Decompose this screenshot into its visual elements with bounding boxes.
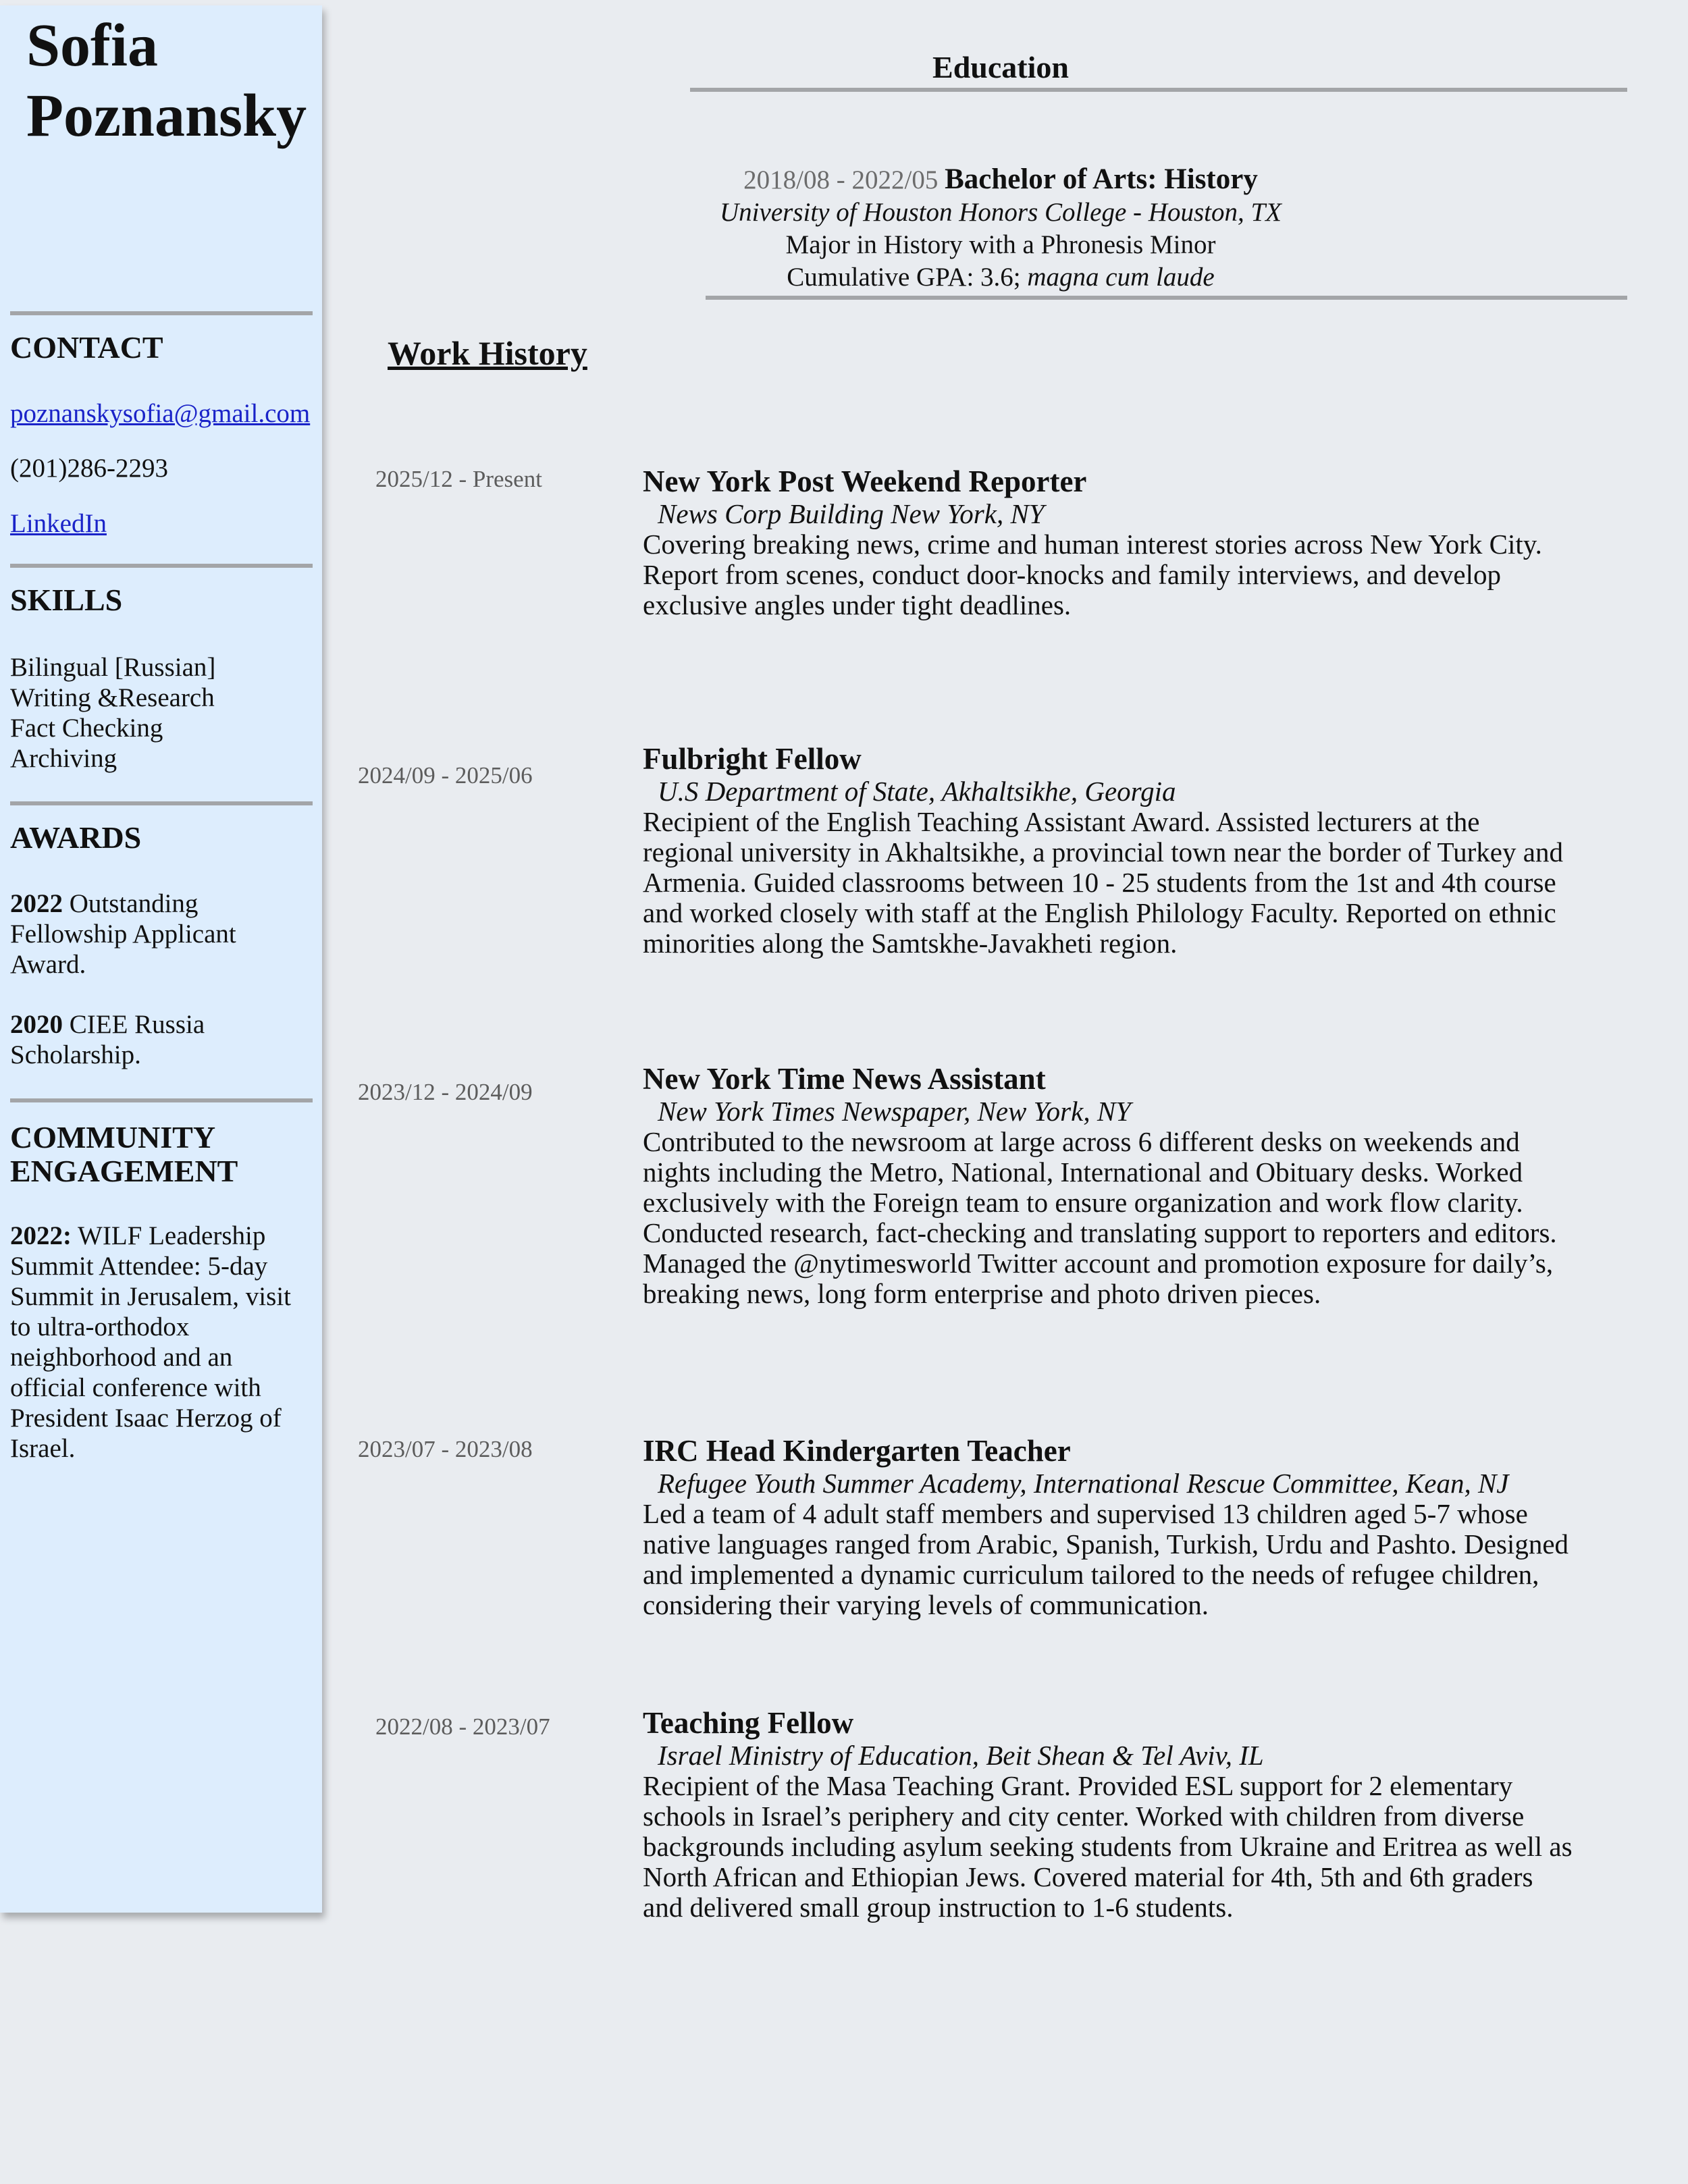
community-heading: COMMUNITY ENGAGEMENT	[10, 1120, 238, 1188]
education-entry	[690, 163, 1311, 294]
award-item	[10, 888, 314, 980]
job-dates: 2024/09 - 2025/06	[358, 762, 533, 789]
job-entry	[643, 1062, 1575, 1309]
job-dates: 2025/12 - Present	[375, 466, 542, 492]
awards-heading: AWARDS	[10, 820, 142, 855]
award-item	[10, 1009, 314, 1070]
skill-item: Archiving	[10, 744, 117, 773]
skill-item: Writing &Research	[10, 683, 215, 712]
community-item	[10, 1221, 314, 1464]
phone-number: (201)286-2293	[10, 454, 168, 483]
job-description: Covering breaking news, crime and human interest stories across New York City. Report from scenes, conduct door-knocks and family interviews, and develop exclusive angles under tight deadlines.	[643, 529, 1542, 620]
linkedin-link[interactable]	[10, 508, 314, 539]
gpa: Cumulative GPA: 3.6;	[787, 263, 1028, 292]
honors: magna cum laude	[1027, 263, 1215, 292]
gpa-line	[690, 261, 1311, 294]
job-organization: Refugee Youth Summer Academy, International Rescue Committee, Kean, NJ	[658, 1468, 1509, 1499]
skills-heading: SKILLS	[10, 583, 123, 617]
community-year: 2022:	[10, 1221, 72, 1250]
contact-heading: CONTACT	[10, 330, 163, 365]
skill-item: Fact Checking	[10, 714, 163, 743]
job-description: Recipient of the Masa Teaching Grant. Provided ESL support for 2 elementary schools in Israel’s periphery and city center. Worked with children from diverse backgrounds including asylum seeking students from Ukraine and Eritrea as well as North African and Ethiopian Jews. Covered material for 4th, 5th and 6th graders and delivered small group instruction to 1-6 students.	[643, 1770, 1573, 1923]
job-organization: Israel Ministry of Education, Beit Shean & Tel Aviv, IL	[658, 1740, 1264, 1771]
school: University of Houston Honors College - Houston, TX	[720, 198, 1282, 227]
divider	[10, 801, 313, 805]
work-history-heading: Work History	[388, 334, 587, 372]
job-title: Fulbright Fellow	[643, 742, 862, 776]
job-title: IRC Head Kindergarten Teacher	[643, 1434, 1071, 1468]
candidate-name	[26, 11, 307, 151]
sidebar	[0, 5, 322, 1913]
major: Major in History with a Phronesis Minor	[785, 230, 1216, 259]
job-organization: News Corp Building New York, NY	[658, 498, 1045, 529]
skill-item: Bilingual [Russian]	[10, 653, 216, 682]
skills-list	[10, 652, 314, 774]
job-entry	[643, 464, 1575, 620]
education-top-rule	[690, 88, 1627, 92]
job-title: New York Post Weekend Reporter	[643, 464, 1087, 498]
job-dates: 2023/07 - 2023/08	[358, 1436, 533, 1462]
education-heading: Education	[932, 50, 1069, 84]
job-title: Teaching Fellow	[643, 1706, 854, 1740]
award-year: 2020	[10, 1010, 63, 1039]
education-bottom-rule	[706, 296, 1627, 300]
community-text: WILF Leadership Summit Attendee: 5-day Summit in Jerusalem, visit to ultra-orthodox neighborhood and an official conference with President Isaac Herzog of Israel.	[10, 1221, 291, 1463]
job-entry	[643, 1706, 1575, 1923]
first-name: Sofia	[26, 12, 159, 79]
degree: Bachelor of Arts: History	[945, 163, 1258, 195]
award-text: CIEE Russia Scholarship.	[10, 1010, 205, 1069]
job-entry	[643, 1434, 1575, 1620]
job-title: New York Time News Assistant	[643, 1062, 1046, 1096]
linkedin-link-text[interactable]: LinkedIn	[10, 509, 107, 538]
divider	[10, 564, 313, 568]
job-dates: 2022/08 - 2023/07	[375, 1713, 550, 1740]
job-dates: 2023/12 - 2024/09	[358, 1079, 533, 1105]
divider	[10, 311, 313, 315]
job-description: Led a team of 4 adult staff members and supervised 13 children aged 5-7 whose native languages ranged from Arabic, Spanish, Turkish, Urdu and Pashto. Designed and implemented a dynamic curriculum tailored to the needs of refugee children, considering their varying levels of communication.	[643, 1498, 1569, 1620]
job-entry	[643, 742, 1575, 959]
email-link[interactable]	[10, 398, 314, 429]
award-text: Outstanding Fellowship Applicant Award.	[10, 889, 236, 979]
last-name: Poznansky	[26, 82, 307, 149]
divider	[10, 1098, 313, 1102]
job-description: Recipient of the English Teaching Assistant Award. Assisted lecturers at the regional university in Akhaltsikhe, a provincial town near the border of Turkey and Armenia. Guided classrooms between 10 - 25 students from the 1st and 4th course and worked closely with staff at the English Philology Faculty. Reported on ethnic minorities along the Samtskhe-Javakheti region.	[643, 806, 1563, 959]
degree-line	[690, 163, 1311, 196]
job-organization: U.S Department of State, Akhaltsikhe, Georgia	[658, 776, 1176, 807]
award-year: 2022	[10, 889, 63, 918]
job-description: Contributed to the newsroom at large across 6 different desks on weekends and nights including the Metro, National, International and Obituary desks. Worked exclusively with the Foreign team to ensure organization and work flow clarity. Conducted research, fact-checking and translating support to reporters and editors. Managed the @nytimesworld Twitter account and promotion exposure for daily’s, breaking news, long form enterprise and photo driven pieces.	[643, 1126, 1557, 1309]
job-organization: New York Times Newspaper, New York, NY	[658, 1096, 1131, 1127]
email-link-text[interactable]: poznanskysofia@gmail.com	[10, 399, 311, 428]
education-dates: 2018/08 - 2022/05	[743, 165, 939, 194]
